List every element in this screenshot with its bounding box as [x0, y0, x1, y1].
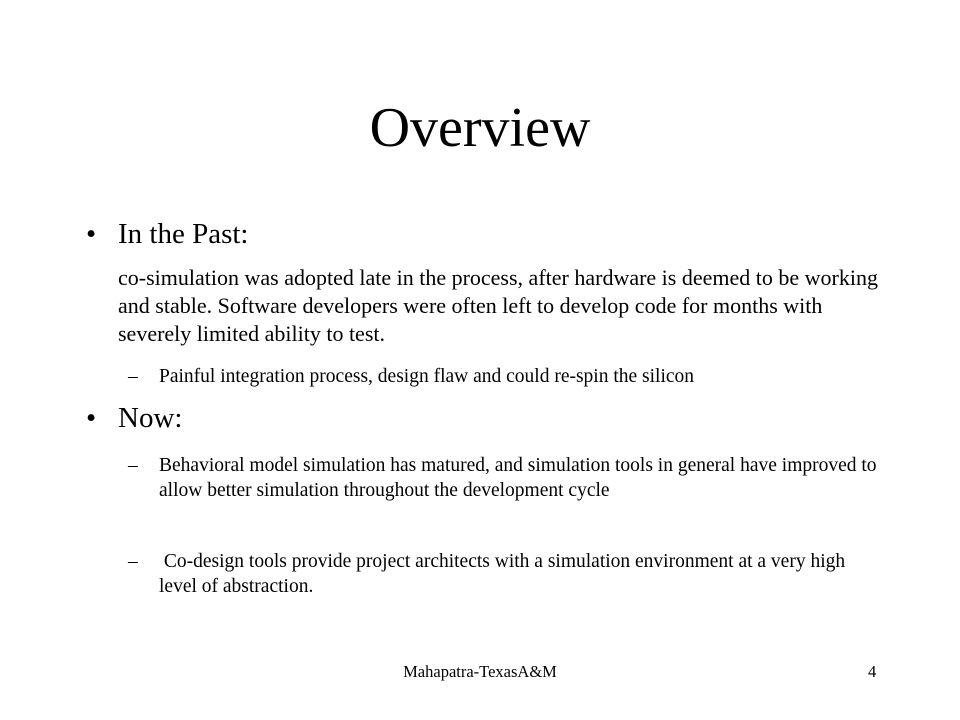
bullet-dot: • — [86, 402, 97, 434]
dash-marker: – — [128, 366, 138, 387]
past-paragraph: co-simulation was adopted late in the process, after hardware is deemed to be working and stable. Software developers were often left to develop code for months with severely limited ability to test. — [118, 265, 878, 346]
footer-author: Mahapatra-TexasA&M — [403, 662, 557, 681]
bullet-now — [86, 401, 182, 435]
bullet-now-heading: Now: — [118, 402, 183, 434]
bullet-dot: • — [86, 218, 97, 250]
now-subitem-1-text: Behavioral model simulation has matured, and simulation tools in general have improved to allow better simulation throughout the development cycle — [159, 455, 877, 501]
now-subitem-1 — [128, 453, 878, 503]
now-subitem-2-text: Co-design tools provide project architects with a simulation environment at a very high level of abstraction. — [159, 551, 851, 597]
bullet-past — [86, 217, 249, 251]
page-number: 4 — [868, 662, 877, 681]
bullet-past-heading: In the Past: — [118, 218, 249, 250]
now-subitem-2 — [128, 549, 878, 599]
past-subitem — [128, 364, 878, 389]
dash-marker: – — [128, 455, 138, 476]
past-subitem-text: Painful integration process, design flaw and could re-spin the silicon — [159, 366, 695, 387]
dash-marker: – — [128, 551, 138, 572]
slide-title: Overview — [369, 97, 591, 159]
